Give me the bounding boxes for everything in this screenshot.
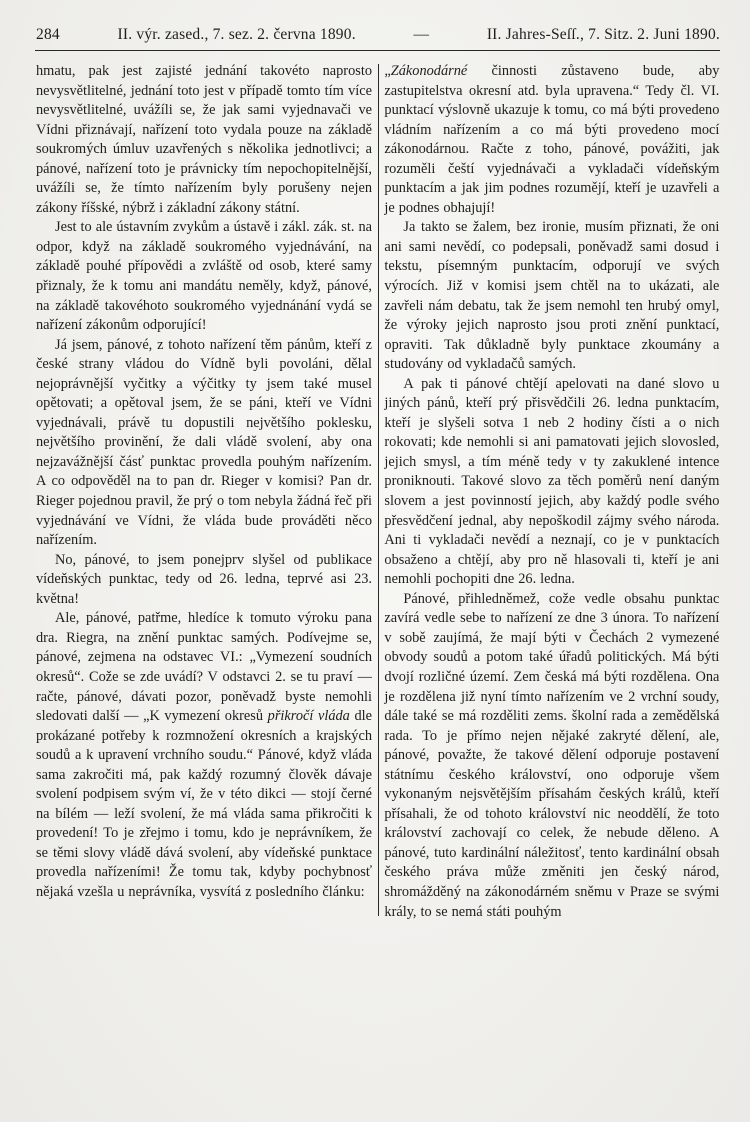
paragraph — [384, 62, 719, 218]
paragraph — [36, 609, 372, 902]
body-text: dle prokázané potřeby k rozmnožení okresních a krajských soudů a k upravení vrchního soudu.“ Pánové, když vláda sama zakročiti má, pak každý rozumný člověk dávaje svolení podpisem svým ví, že v této dikci — stojí černé na bílém — leží svolení, že má vláda sama přikročiti k provedení! To je zřejmo i tomu, kdo je neprávníkem, že se těmi slovy vládě dává svolení, aby vídeňské punktace provedla nařízeními! Že tomu tak, kdyby pochybnosť nějaká vzešla u neprávníka, vysvítá z posledního článku: — [36, 708, 372, 900]
body-text: hmatu, pak jest zajisté jednání takovéto naprosto nevysvětlitelné, jednání toto jest v případě tomto tím více nevysvětlitelné, uvážíli se, že jak sami vyjednavači ve Vídni přiznávají, nařízení toto vydala pouze na základě soukromých úmluv uzavřených s několika jednotlivci; a pánové, nařízení toto je právnicky tím nepochopitelnější, uvážíli se, že tímto nařízením byly porušeny nejen zákony říšské, nýbrž i základní zákony státní. — [36, 63, 372, 216]
right-column — [384, 62, 719, 922]
body-text: Já jsem, pánové, z tohoto nařízení těm pánům, kteří z české strany vládou do Vídně byli povoláni, dělal nejoprávnější vyčitky a výčitky ty jsem také musel opětovati; a opětoval jsem, že se páni, kteří ve Vídni vyjednávali, právě tu dopustili největšího poklesku, největšího provinění, že dali vládě svolení, aby ona nejzavážnější čásť punktac provedla pouhým nařízením. A co odpověděl na to pan dr. Rieger v komisi? Pan dr. Rieger pojednou pravil, že prý o tom nebyla žádná řeč při vyjednávání ve Vídni, že vláda bude prováděti něco nařízením. — [36, 336, 372, 549]
paragraph — [36, 336, 372, 551]
emphasized-text: Zákonodárné — [390, 63, 468, 79]
body-text: činnosti zůstaveno bude, aby zastupitelstva okresní atd. byla upravena.“ Tedy čl. VI. punktací výslovně ukazuje k tomu, co má býti provedeno vládním nařízením a co má býti provedeno mocí zákonodárnou. Račte z toho, pánové, povážiti, jak rozuměli čeští vyjednávači a vykladači vídeňským punktacím a jak jim podnes rozumějí, kteří je uzavřeli a je podnes obhajují! — [384, 63, 720, 216]
left-column — [36, 62, 372, 922]
column-divider — [378, 64, 379, 916]
header-separator: — — [413, 26, 430, 43]
paragraph — [384, 375, 719, 590]
body-text: Ale, pánové, patřme, hledíce k tomuto výroku pana dra. Riegra, na znění punktac samých. Podívejme se, pánové, zejmena na odstavec VI.: „Vymezení soudních okresů“. Cože se zde uvádí? V odstavci 2. se tu praví — račte, pánové, dávati pozor, poněvadž byste nemohli sledovati další — „K vymezení okresů — [36, 610, 372, 725]
paragraph — [36, 551, 372, 610]
paragraph — [36, 218, 372, 335]
header-date-german: II. Jahres-Seſſ., 7. Sitz. 2. Juni 1890. — [486, 26, 720, 43]
text-columns — [36, 62, 720, 922]
paragraph — [36, 62, 372, 218]
body-text: „ — [384, 63, 391, 79]
paragraph — [384, 218, 719, 374]
emphasized-text: přikročí vláda — [267, 708, 350, 725]
page-number: 284 — [36, 26, 60, 43]
paragraph — [384, 590, 719, 922]
header-rule — [35, 50, 720, 51]
header-date-czech: II. výr. zased., 7. sez. 2. června 1890. — [117, 26, 356, 43]
body-text: Pánové, přihledněmež, cože vedle obsahu punktac zavírá vedle sebe to nařízení ze dne 3 února. To nařízení v sobě zaujímá, že mají býti v Čechách 2 vymezené obvody soudů a potom také úřadů politických. Má býti dvojí rozličné území. Zem česká má býti rozdělena. Ona je rozdělena již nyní tímto nařízením ve 2 vrchní soudy, dále také se má rozděliti zems. školní rada a zemědělská rada. To je přímo nejen nějaké zakryté dělení, ale, pánové, považte, že takové dělení odporuje postavení státnímu českého království, ono odporuje všem vykonaným nejsvětějším přísahám českých králů, kteří přísahali, že od tohoto království nic neoddělí, že toto království zachovají co celek, že nebude děleno. A pánové, tuto kardinální náležitosť, tento kardinální obsah českého práva může změniti jen český národ, shromážděný na zákonodárném sněmu v Praze se svými krály, to se nemá státi pouhým — [384, 590, 720, 920]
running-header — [36, 26, 720, 44]
body-text: Ja takto se žalem, bez ironie, musím přiznati, že oni ani sami nevědí, co podepsali, poněvadž sami dosud i tekstu, písemným punktacím, odporují ve svých výrocích. Již v komisi jsem chtěl na to ukázati, ale zavřeli nám debatu, tak že jsem nemohl ten hrubý omyl, že výroky jejich naprosto jsou proti znění punktací, opraviti. Tak důkladně byly punktace zkoumány a studovány od vykladačů samých. — [384, 219, 720, 373]
body-text: No, pánové, to jsem ponejprv slyšel od publikace vídeňských punktac, tedy od 26. ledna, teprvé asi 23. května! — [36, 551, 372, 607]
body-text: A pak ti pánové chtějí apelovati na dané slovo u jiných pánů, kteří prý přisvědčili 26. ledna punktacím, kteří je slyšeli sotva 1 neb 2 hodiny čísti a o nich rokovati; kde nemohli si ani pamatovati jejich slovosled, jejich smysl, a tím méně tedy v ty zakuklené intence proniknouti. Takové slovo za těch poměrů není daným slovem a jest povinností jejich, aby každý podle svého přesvědčení jednal, aby nepoškodil zájmy svého národa. Ani ti vykladači nevědí a neznají, co je v punktacích obsaženo a chtějí, aby pro ně hlasovali ti, kteří je ani nemohli pochopiti dne 26. ledna. — [384, 375, 720, 588]
body-text: Jest to ale ústavním zvykům a ústavě i zákl. zák. st. na odpor, když na základě soukromého vyjednávání, na základě pouhé přípovědi a zvláště od osob, které samy přiznaly, že k tomu ani mandátu neměly, když, pánové, na základě takovéhoto soukromého vyjednánání vydá se nařízení zákonům odporující! — [36, 219, 372, 334]
